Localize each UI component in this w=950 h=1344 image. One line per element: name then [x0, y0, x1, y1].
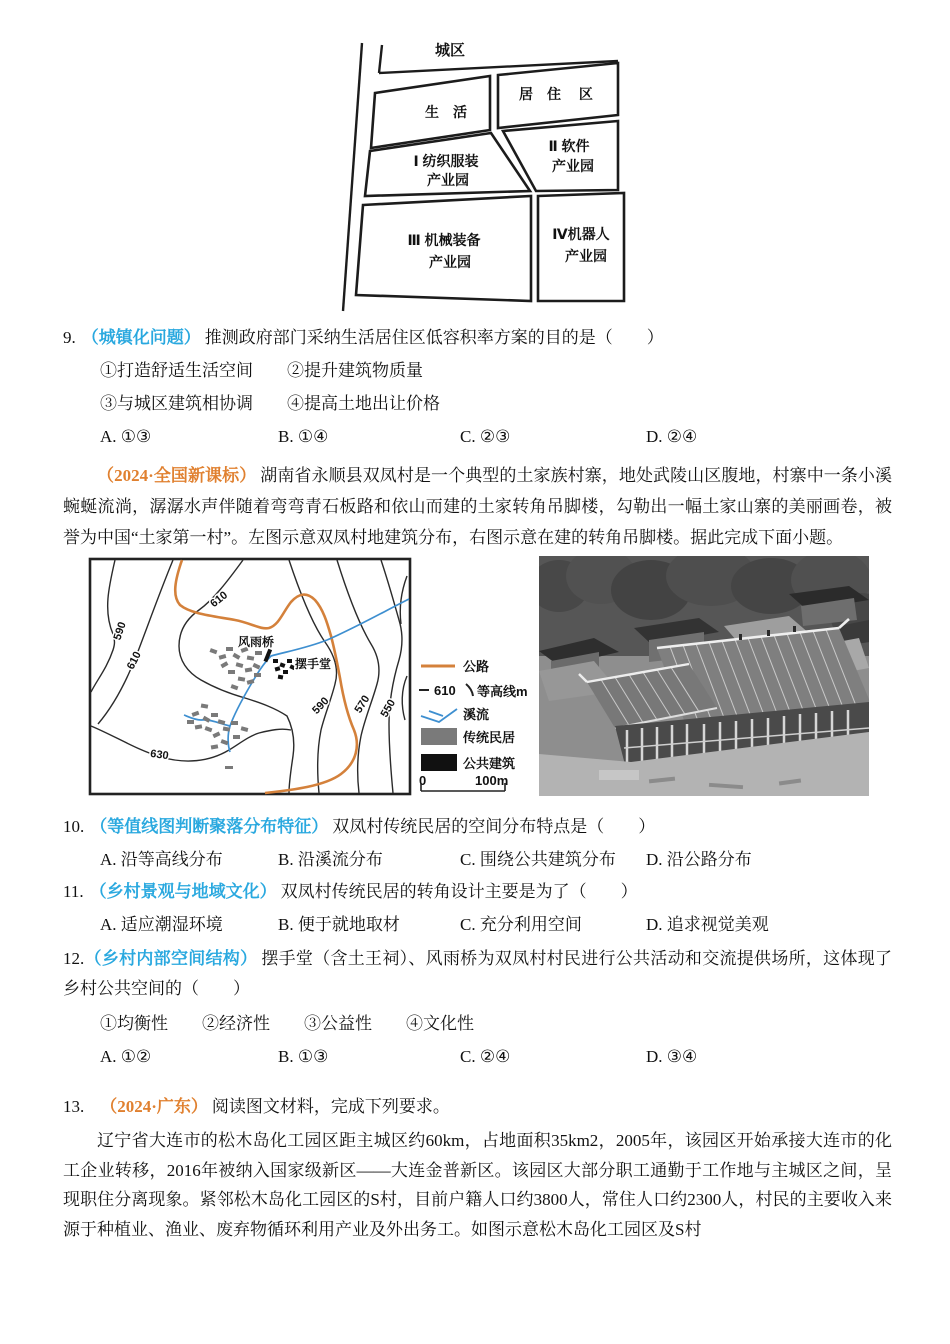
q11-option-b: B. 便于就地取材: [278, 915, 400, 934]
zone-labels: [407, 86, 609, 270]
question-10: [63, 814, 892, 840]
legend-contour-value: 610: [434, 683, 456, 698]
legend-dwelling-label: 传统民居: [463, 730, 516, 745]
contour-label-610-top: 610: [208, 589, 231, 611]
scale-end-label: 100m: [475, 773, 509, 788]
q13-material-paragraph: 辽宁省大连市的松木岛化工园区距主城区约60km，占地面积35km2，2005年，该园区开始承接大连市的化工企业转移，2016年被纳入国家级新区——大连金普新区。该园区大部分职工通勤于工作地与主城区之间，呈现职住分离现象。紧邻松木岛化工园区的S村，目前户籍人口约3800人，常住人口约2300人，村民的主要收入来源于种植业、渔业、废弃物循环利用产业及外出务工。如图示意松木岛化工园区及S村: [63, 1131, 892, 1239]
contour-label-550: 550: [378, 697, 399, 720]
question-9: [63, 325, 892, 351]
park1-type: 产业园: [427, 172, 469, 188]
contour-label-630: 630: [149, 747, 170, 763]
hall-name-label: 摆手堂: [295, 657, 332, 671]
question-12: [63, 944, 892, 1004]
city-boundary-lines: [343, 43, 618, 311]
q13-stem: 阅读图文材料，完成下列要求。: [211, 1097, 450, 1116]
map-frame: [90, 559, 410, 794]
q12-option-d: D. ③④: [646, 1047, 698, 1066]
legend-contour-label: 等高线m: [477, 684, 528, 699]
legend-stream-label: 溪流: [463, 707, 490, 722]
q9-option-d: D. ②④: [646, 427, 698, 446]
q9-number: 9.: [63, 328, 76, 347]
construction-photo: [539, 556, 869, 796]
bridge-name-label: 风雨桥: [238, 635, 275, 649]
legend-public-label: 公共建筑: [463, 756, 516, 771]
park3-name: Ⅲ 机械装备: [407, 232, 481, 248]
q12-option-a: A. ①②: [100, 1047, 152, 1066]
q9-topic-tag: （城镇化问题）: [81, 328, 201, 347]
q10-stem: 双凤村传统民居的空间分布特点是（ ）: [332, 817, 656, 836]
q9-stem: 推测政府部门采纳生活居住区低容积率方案的目的是（ ）: [204, 328, 664, 347]
q11-topic-tag: （乡村景观与地域文化）: [89, 882, 277, 901]
q11-stem: 双凤村传统民居的转角设计主要是为了（ ）: [280, 882, 638, 901]
q12-topic-tag: （乡村内部空间结构）: [84, 949, 258, 968]
city-region-label: 城区: [434, 42, 466, 59]
q11-option-d: D. 追求视觉美观: [646, 915, 769, 934]
passage-shuangfeng: [63, 460, 892, 553]
q11-option-c: C. 充分利用空间: [460, 915, 582, 934]
q13-source-tag: （2024·广东）: [100, 1097, 208, 1116]
q10-number: 10.: [63, 817, 85, 836]
q9-items-line2: ③与城区建筑相协调 ④提高土地出让价格: [100, 394, 440, 413]
q9-option-b: B. ①④: [278, 427, 329, 446]
passage-source-tag: （2024·全国新课标）: [97, 466, 257, 485]
q11-option-a: A. 适应潮湿环境: [100, 915, 223, 934]
village-contour-map: [85, 556, 537, 798]
q10-option-a: A. 沿等高线分布: [100, 850, 223, 869]
legend-public-symbol: [421, 754, 457, 771]
park3-type: 产业园: [429, 254, 471, 270]
q12-option-b: B. ①③: [278, 1047, 329, 1066]
park4-type: 产业园: [565, 248, 607, 264]
park2-name: Ⅱ 软件: [548, 138, 590, 154]
q12-items: ①均衡性 ②经济性 ③公益性 ④文化性: [100, 1014, 474, 1033]
q11-number: 11.: [63, 882, 84, 901]
q9-options: [63, 424, 892, 450]
scale-start-label: 0: [419, 773, 427, 788]
contour-label-610-left: 610: [124, 649, 144, 672]
park4-name: Ⅳ机器人: [552, 226, 610, 242]
q10-option-b: B. 沿溪流分布: [278, 850, 383, 869]
q9-items-line1: ①打造舒适生活空间 ②提升建筑物质量: [100, 361, 423, 380]
contour-label-590-right: 590: [310, 695, 332, 717]
zone-life-label: 生 活: [425, 104, 467, 120]
question-13: [63, 1094, 892, 1120]
figure-row: [63, 556, 892, 798]
q12-number: 12.: [63, 949, 85, 968]
q9-option-a: A. ①③: [100, 427, 152, 446]
legend-stream-symbol: [421, 709, 457, 722]
q12-option-c: C. ②④: [460, 1047, 511, 1066]
park2-type: 产业园: [552, 158, 594, 174]
city-plan-diagram: [328, 35, 630, 319]
q10-options: [63, 847, 892, 873]
park1-name: Ⅰ 纺织服装: [413, 153, 479, 169]
q12-stem: 摆手堂（含土王祠）、风雨桥为双凤村村民进行公共活动和交流提供场所，这体现了乡村公共空间的（ ）: [63, 949, 893, 998]
contour-label-590-left: 590: [111, 620, 129, 642]
q9-option-c: C. ②③: [460, 427, 511, 446]
legend-dwelling-symbol: [421, 728, 457, 745]
map-legend: [419, 659, 528, 791]
legend-contour-tick: [466, 684, 473, 696]
q10-option-d: D. 沿公路分布: [646, 850, 752, 869]
q11-options: [63, 912, 892, 938]
q10-topic-tag: （等值线图判断聚落分布特征）: [90, 817, 329, 836]
legend-road-label: 公路: [463, 659, 490, 674]
q13-number: 13.: [63, 1097, 85, 1116]
zone-residential-label: 居 住 区: [519, 86, 593, 102]
question-11: [63, 879, 892, 905]
contour-label-570: 570: [352, 693, 373, 716]
q10-option-c: C. 围绕公共建筑分布: [460, 850, 616, 869]
passage-body: 湖南省永顺县双凤村是一个典型的土家族村寨，地处武陵山区腹地，村寨中一条小溪蜿蜒流淌，潺潺水声伴随着弯弯青石板路和依山而建的土家转角吊脚楼，勾勒出一幅土家山寨的美丽画卷，被誉为中国“土家第一村”。左图示意双凤村地建筑分布，右图示意在建的转角吊脚楼。据此完成下面小题。: [63, 466, 893, 547]
q12-options: [63, 1044, 892, 1070]
